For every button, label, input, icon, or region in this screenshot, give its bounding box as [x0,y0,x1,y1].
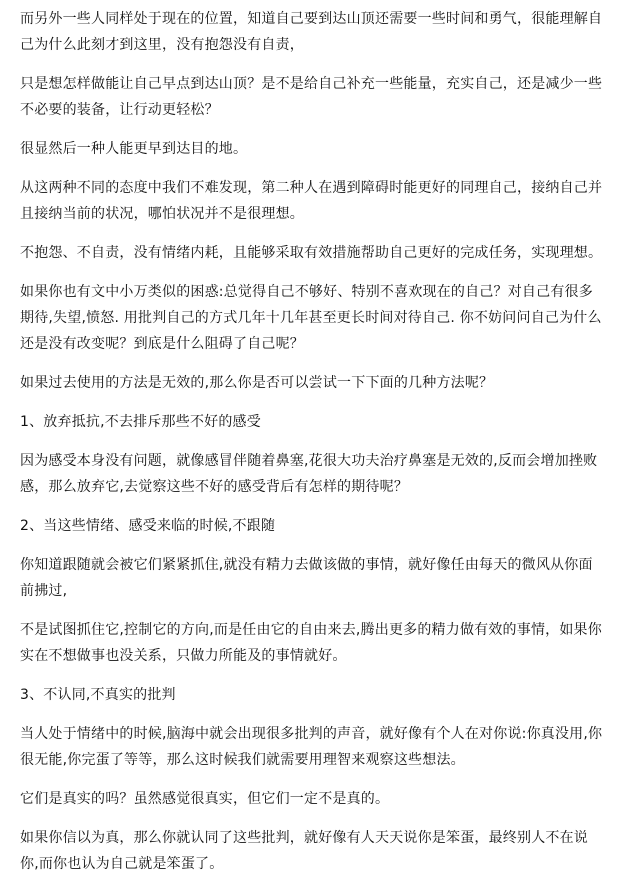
paragraph-similar-confusion: 如果你也有文中小万类似的困惑:总觉得自己不够好、特别不喜欢现在的自己？对自己有很多期待,失望,愤怒. 用批判自己的方式几年十几年甚至更长时间对待自己. 你不妨问问自己为什么还是没有改变呢？到底是什么阻碍了自己呢？ [20,284,602,352]
paragraph-method-1-body: 因为感受本身没有问题，就像感冒伴随着鼻塞,花很大功夫治疗鼻塞是无效的,反而会增加挫败感，那么放弃它,去觉察这些不好的感受背后有怎样的期待呢？ [20,453,598,495]
paragraph-no-complaint: 不抱怨、不自责，没有情绪内耗，且能够采取有效措施帮助自己更好的完成任务，实现理想。 [20,245,603,261]
heading-method-2: 2、当这些情绪、感受来临的时候,不跟随 [20,518,276,534]
paragraph-method-2-body-a: 你知道跟随就会被它们紧紧抓住,就没有精力去做该做的事情，就好像任由每天的微风从你面前拂过, [20,557,593,599]
paragraph-try-methods: 如果过去使用的方法是无效的,那么你是否可以尝试一下下面的几种方法呢？ [20,375,494,391]
paragraph-reach-summit: 只是想怎样做能让自己早点到达山顶？是不是给自己补充一些能量，充实自己，还是减少一些不必要的装备，让行动更轻松？ [20,76,603,118]
heading-method-3: 3、不认同,不真实的批判 [20,687,176,703]
paragraph-method-3-body-a: 当人处于情绪中的时候,脑海中就会出现很多批判的声音，就好像有个人在对你说:你真没用,你很无能,你完蛋了等等，那么这时候我们就需要用理智来观察这些想法。 [20,726,603,768]
heading-method-1: 1、放弃抵抗,不去排斥那些不好的感受 [20,414,261,430]
paragraph-method-2-body-b: 不是试图抓住它,控制它的方向,而是任由它的自由来去,腾出更多的精力做有效的事情，如果你实在不想做事也没关系，只做力所能及的事情就好。 [20,622,602,664]
paragraph-method-3-body-c: 如果你信以为真，那么你就认同了这些批判，就好像有人天天说你是笨蛋，最终别人不在说你,而你也认为自己就是笨蛋了。 [20,830,588,872]
paragraph-two-attitudes: 从这两种不同的态度中我们不难发现，第二种人在遇到障碍时能更好的同理自己，接纳自己并且接纳当前的状况，哪怕状况并不是很理想。 [20,180,603,222]
article-body [20,6,605,890]
paragraph-others-position: 而另外一些人同样处于现在的位置，知道自己要到达山顶还需要一些时间和勇气，很能理解自己为什么此刻才到这里，没有抱怨没有自责， [20,11,603,53]
paragraph-method-3-body-b: 它们是真实的吗？虽然感觉很真实，但它们一定不是真的。 [20,791,390,807]
paragraph-latter-earlier: 很显然后一种人能更早到达目的地。 [20,141,248,157]
